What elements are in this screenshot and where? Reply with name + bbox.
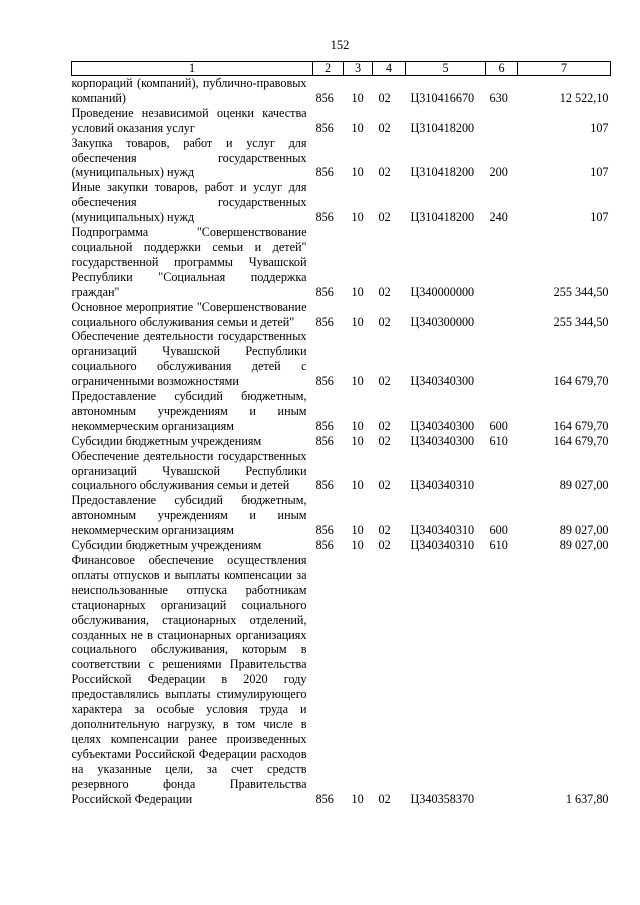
expense-type-cell: 240: [489, 210, 508, 225]
expense-type-cell: 610: [489, 538, 508, 553]
column-header: 4: [373, 62, 406, 76]
amount-cell: 164 679,70: [553, 433, 609, 448]
ministry-code-cell: 856: [315, 791, 334, 806]
target-article-cell: Ц340340310: [410, 523, 475, 538]
expense-type-cell: [486, 106, 518, 136]
header-row: [72, 62, 611, 76]
section-cell: 10: [351, 165, 364, 180]
table-row: [72, 389, 611, 434]
row-name-cell: Основное мероприятие "Совершенствование социального обслуживания семьи и детей": [71, 299, 307, 329]
table-row: [72, 538, 611, 553]
ministry-code-cell: 856: [315, 538, 334, 553]
subsection-cell: 02: [378, 433, 391, 448]
subsection-cell: 02: [378, 418, 391, 433]
expense-type-cell: [486, 553, 518, 806]
column-header: 6: [486, 62, 518, 76]
target-article-cell: Ц310418200: [410, 165, 475, 180]
expense-type-cell: [486, 329, 518, 389]
amount-cell: 12 522,10: [559, 90, 609, 105]
amount-cell: 255 344,50: [553, 284, 609, 299]
subsection-cell: 02: [378, 538, 391, 553]
section-cell: 10: [351, 284, 364, 299]
amount-cell: 107: [590, 165, 609, 180]
section-cell: 10: [351, 210, 364, 225]
subsection-cell: 02: [378, 284, 391, 299]
row-name-cell: корпораций (компаний), публично-правовых компаний): [71, 76, 307, 105]
table-row: [72, 106, 611, 136]
target-article-cell: Ц340340310: [410, 478, 475, 493]
row-name-cell: Обеспечение деятельности государственных организаций Чувашской Республики социального обслуживания семьи и детей: [71, 448, 307, 493]
subsection-cell: 02: [378, 120, 391, 135]
amount-cell: 89 027,00: [559, 523, 609, 538]
subsection-cell: 02: [378, 314, 391, 329]
ministry-code-cell: 856: [315, 478, 334, 493]
section-cell: 10: [351, 120, 364, 135]
subsection-cell: 02: [378, 165, 391, 180]
expense-type-cell: [486, 225, 518, 300]
ministry-code-cell: 856: [315, 374, 334, 389]
expense-type-cell: 600: [489, 523, 508, 538]
column-header: 5: [406, 62, 486, 76]
target-article-cell: Ц340340310: [410, 538, 475, 553]
ministry-code-cell: 856: [315, 210, 334, 225]
amount-cell: 89 027,00: [559, 478, 609, 493]
table-row: [72, 434, 611, 449]
ministry-code-cell: 856: [315, 165, 334, 180]
target-article-cell: Ц340340300: [410, 374, 475, 389]
table-row: [72, 329, 611, 389]
table-row: [72, 553, 611, 806]
section-cell: 10: [351, 791, 364, 806]
amount-cell: 164 679,70: [553, 418, 609, 433]
amount-cell: 1 637,80: [565, 791, 609, 806]
section-cell: 10: [351, 374, 364, 389]
section-cell: 10: [351, 433, 364, 448]
section-cell: 10: [351, 523, 364, 538]
target-article-cell: Ц340340300: [410, 418, 475, 433]
expense-type-cell: 630: [489, 90, 508, 105]
amount-cell: 89 027,00: [559, 538, 609, 553]
table-row: [72, 136, 611, 181]
target-article-cell: Ц340340300: [410, 433, 475, 448]
target-article-cell: Ц310416670: [410, 90, 475, 105]
target-article-cell: Ц310418200: [410, 210, 475, 225]
amount-cell: 255 344,50: [553, 314, 609, 329]
row-name-cell: Субсидии бюджетным учреждениям: [71, 433, 262, 448]
column-header: 2: [313, 62, 344, 76]
expense-type-cell: 610: [489, 433, 508, 448]
section-cell: 10: [351, 314, 364, 329]
table-row: [72, 76, 611, 106]
section-cell: 10: [351, 478, 364, 493]
expense-type-cell: [486, 300, 518, 330]
column-header: 7: [518, 62, 611, 76]
row-name-cell: Предоставление субсидий бюджетным, автономным учреждениям и иным некоммерческим организациям: [71, 389, 307, 433]
row-name-cell: Субсидии бюджетным учреждениям: [71, 538, 262, 553]
ministry-code-cell: 856: [315, 433, 334, 448]
ministry-code-cell: 856: [315, 120, 334, 135]
subsection-cell: 02: [378, 374, 391, 389]
subsection-cell: 02: [378, 791, 391, 806]
table-body: [72, 76, 611, 807]
expense-type-cell: [486, 449, 518, 494]
amount-cell: 164 679,70: [553, 374, 609, 389]
table-row: [72, 180, 611, 225]
ministry-code-cell: 856: [315, 314, 334, 329]
row-name-cell: Финансовое обеспечение осуществления оплаты отпусков и выплаты компенсации за неиспользованные отпуска работникам стационарных организаций социального обслуживания, стационарных отделений, созданных не в стационарных организациях социального обслуживания, которым в соответствии с решениями Правительства Российской Федерации в 2020 году предоставлялись выплаты стимулирующего характера за особые условия труда и дополнительную нагрузку, в том числе в целях компенсации ранее произведенных субъектами Российской Федерации расходов на указанные цели, за счет средств резервного фонда Правительства Российской Федерации: [71, 553, 307, 806]
ministry-code-cell: 856: [315, 418, 334, 433]
ministry-code-cell: 856: [315, 90, 334, 105]
table-row: [72, 493, 611, 538]
amount-cell: 107: [590, 210, 609, 225]
subsection-cell: 02: [378, 478, 391, 493]
amount-cell: 107: [590, 120, 609, 135]
target-article-cell: Ц310418200: [410, 120, 475, 135]
ministry-code-cell: 856: [315, 523, 334, 538]
table-row: [72, 300, 611, 330]
expense-type-cell: 200: [489, 165, 508, 180]
expense-type-cell: 600: [489, 418, 508, 433]
column-header: 3: [344, 62, 373, 76]
section-cell: 10: [351, 90, 364, 105]
subsection-cell: 02: [378, 523, 391, 538]
section-cell: 10: [351, 418, 364, 433]
ministry-code-cell: 856: [315, 284, 334, 299]
table-row: [72, 225, 611, 300]
row-name-cell: Закупка товаров, работ и услуг для обеспечения государственных (муниципальных) нужд: [71, 135, 307, 180]
budget-table: [71, 61, 611, 806]
row-name-cell: Проведение независимой оценки качества условий оказания услуг: [71, 105, 307, 135]
row-name-cell: Предоставление субсидий бюджетным, автономным учреждениям и иным некоммерческим организациям: [71, 493, 307, 538]
row-name-cell: Иные закупки товаров, работ и услуг для обеспечения государственных (муниципальных) нужд: [71, 180, 307, 225]
target-article-cell: Ц340300000: [410, 314, 475, 329]
subsection-cell: 02: [378, 210, 391, 225]
table-row: [72, 449, 611, 494]
row-name-cell: Обеспечение деятельности государственных организаций Чувашской Республики социального обслуживания детей с ограниченными возможностями: [71, 329, 307, 389]
column-header: 1: [72, 62, 313, 76]
page-number: 152: [330, 38, 350, 52]
subsection-cell: 02: [378, 90, 391, 105]
target-article-cell: Ц340000000: [410, 284, 475, 299]
target-article-cell: Ц340358370: [410, 791, 475, 806]
section-cell: 10: [351, 538, 364, 553]
row-name-cell: Подпрограмма "Совершенствование социальной поддержки семьи и детей" государственной программы Чувашской Республики "Социальная поддержка граждан": [71, 225, 307, 299]
